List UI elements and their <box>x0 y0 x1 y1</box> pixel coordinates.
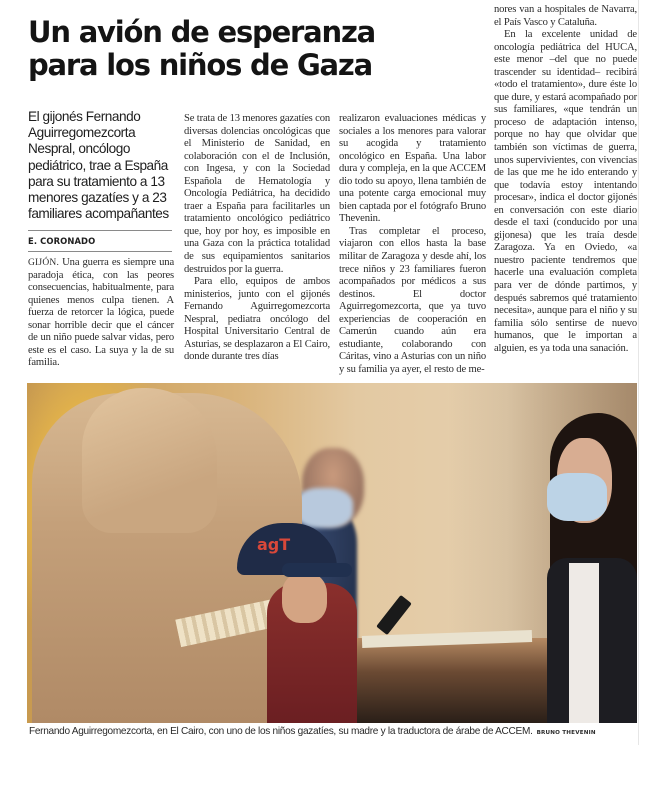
translator-shirt <box>569 563 599 723</box>
subheadline: El gijonés Fernando Aguirregomezcorta Nespral, oncólogo pediátrico, trae a España para su tratamiento a 13 menores gazatíes y a 23 familiares acompañantes <box>28 109 169 222</box>
paragraph: En la excelente unidad de oncología pediátrica del HUCA, este menor –del que no puede trascender su identidad– recibirá «todo el tratamiento», dure éste lo que dure, y estará acompañado por sus familiares, «que tendrán un proceso de adaptación intenso, porque no hay que olvidar que también son víctimas de guerra, unos supervivientes, con vivencias de las que me he ido enterando y que todavía estoy intentando procesar», indica el doctor gijonés en conversación con este diario desde el taxi (conducido por una gijonesa) que les traía desde Zaragoza. Ya en Oviedo, «a nuestro paciente tendremos que hacerle una evaluación completa para ver de dónde partimos, y después sabremos qué tratamiento necesita», aunque para el niño y su familia sólo sentirse de nuevo humanos, que le importan a alguien, es ya toda una sanación. <box>494 29 637 354</box>
byline-top-rule <box>28 230 172 231</box>
paragraph <box>28 257 174 370</box>
translator-mask <box>547 473 607 521</box>
headline-line-2: para los niños de Gaza <box>28 48 372 82</box>
hijab <box>82 388 217 533</box>
article-photo <box>27 383 637 723</box>
article-column-2 <box>184 113 330 364</box>
cap-brim <box>282 563 352 577</box>
paragraph: Tras completar el proceso, viajaron con ellos hasta la base militar de Zaragoza y desde ahí, los trece niños y 23 familiares fueron acompañados por médicos a sus destinos. El doctor Aguirregomezcorta, que ya tuvo experiencias de cooperación en Camerún cuando aún era estudiante, colaborando con Cáritas, vino a Asturias con un niño y su familia ya ayer, el resto de me- <box>339 225 486 375</box>
paragraph: realizaron evaluaciones médicas y sociales a los menores para valorar su acogida y tratamiento oncológico en España. Una labor dura y compleja, en la que ACCEM dio todo su apoyo, llena también de una potente carga emocional muy bien captada por el fotógrafo Bruno Thevenin. <box>339 113 486 225</box>
child-face <box>282 573 327 623</box>
paragraph: Se trata de 13 menores gazatíes con diversas dolencias oncológicas que el Ministerio de Sanidad, en colaboración con el de Inclusión, con Ingesa, y con la Sociedad Española de Hematología y Oncología Pediátrica, ha decidido traer a España para facilitarles un tratamiento oncológico pediátrico que, hoy por hoy, es imposible en una Gaza con la práctica totalidad de sus equipamientos sanitarios destruidos por la guerra. <box>184 113 330 275</box>
article-column-4 <box>494 4 637 355</box>
photo-caption <box>29 726 639 737</box>
cap-logo: agT <box>257 535 291 554</box>
paragraph: nores van a hospitales de Navarra, el País Vasco y Cataluña. <box>494 4 637 28</box>
paragraph-text: Una guerra es siempre una paradoja ética, con las peores consecuencias, habitualmente, para quienes menos culpa tienen. A fuerza de retorcer la lógica, puede sonar horrible decir que el cáncer de un niño puede salvar vidas, pero este es el caso. La suya y la de su familia. <box>28 257 174 369</box>
headline-line-1: Un avión de esperanza <box>28 15 376 49</box>
dateline: GIJÓN. <box>28 258 60 268</box>
article-column-1 <box>28 257 174 370</box>
paragraph: Para ello, equipos de ambos ministerios, junto con el gijonés Fernando Aguirregomezcorta Nespral, pediatra oncólogo del Hospital Universitario Central de Asturias, se desplazaron a El Cairo, donde durante tres días <box>184 276 330 363</box>
phone <box>376 595 412 635</box>
photo-credit: BRUNO THEVENIN <box>536 730 596 736</box>
headline <box>28 16 468 82</box>
doctor-mask <box>295 488 353 528</box>
page-edge-divider <box>638 0 639 745</box>
article-column-3 <box>339 113 486 376</box>
caption-text: Fernando Aguirregomezcorta, en El Cairo, con uno de los niños gazatíes, su madre y la traductora de árabe de ACCEM. <box>29 726 533 737</box>
byline-bottom-rule <box>28 251 172 252</box>
byline: E. CORONADO <box>28 236 96 246</box>
